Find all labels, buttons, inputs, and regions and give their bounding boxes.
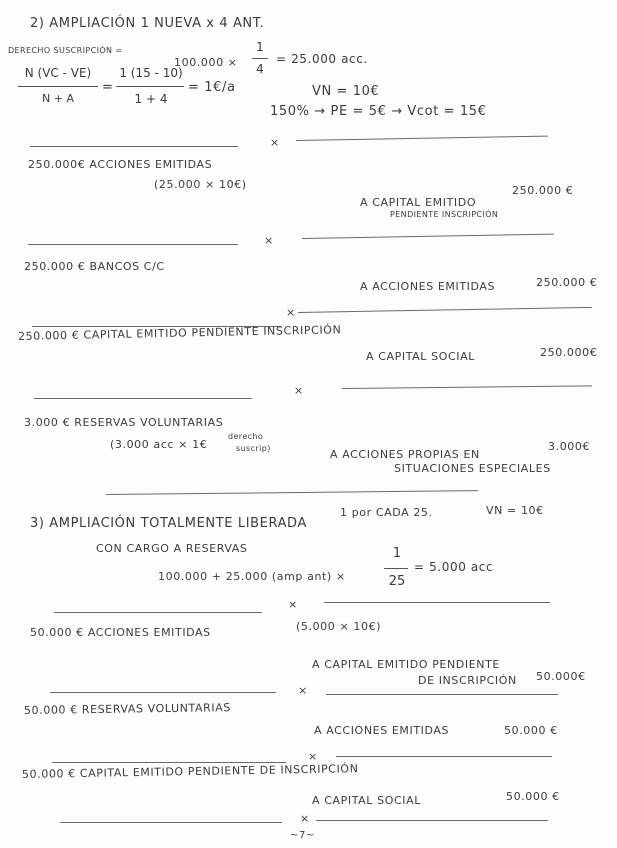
separator-line [324,602,550,603]
credit-amount: 50.000 € [506,790,560,803]
credit-line: A ACCIONES PROPIAS EN [330,448,480,461]
entry-marker: × [300,812,310,825]
entry-detail: (5.000 × 10€) [296,620,382,633]
section3-ratio: 1 por CADA 25. [340,506,433,519]
derecho-label: DERECHO SUSCRIPCIÓN = [8,46,123,55]
shares-frac-den: 4 [256,62,264,76]
detail-note: suscrip) [236,444,271,453]
entry-marker: × [298,684,308,697]
credit-amount: 250.000€ [540,346,598,359]
entry-marker: × [270,136,280,149]
debit-line: 50.000 € RESERVAS VOLUNTARIAS [23,701,231,717]
detail-note: derecho [228,432,264,441]
credit-amount: 50.000 € [504,724,558,737]
credit-line: A ACCIONES EMITIDAS [314,724,450,737]
shares-result: = 25.000 acc. [276,52,368,66]
separator-line [336,756,552,757]
credit-line: A CAPITAL EMITIDO PENDIENTE [312,658,500,671]
entry-detail: (25.000 × 10€) [154,178,247,191]
formula-bar [18,86,98,87]
debit-line: 50.000 € ACCIONES EMITIDAS [30,626,211,639]
entry-marker: × [286,306,296,319]
section3-frac-den: 25 [388,574,406,589]
separator-line [50,692,276,693]
entry-marker: × [288,598,298,611]
entry-marker: × [308,750,318,763]
separator-line [326,694,558,695]
debit-line: 250.000€ ACCIONES EMITIDAS [28,158,213,171]
calc-denominator: 1 + 4 [134,92,168,106]
credit-line: A CAPITAL SOCIAL [312,794,421,807]
credit-continuation: DE INSCRIPCIÓN [418,674,517,687]
shares-lhs: 100.000 × [174,56,238,69]
entry-marker: × [294,384,304,397]
separator-line [302,234,554,239]
entry-marker: × [264,234,274,247]
calc-numerator: 1 (15 - 10) [119,66,183,80]
calc-result: = 1€/a [188,80,236,95]
credit-amount: 250.000 € [536,276,598,289]
separator-line [296,136,548,141]
debit-line: 3.000 € RESERVAS VOLUNTARIAS [24,416,224,429]
separator-line [28,244,238,245]
credit-continuation: SITUACIONES ESPECIALES [394,462,551,475]
credit-line: A ACCIONES EMITIDAS [360,280,496,293]
credit-continuation: PENDIENTE INSCRIPCIÓN [390,210,499,219]
page-number: ~7~ [290,830,315,841]
separator-line [342,385,592,389]
vn-value: VN = 10€ [312,84,380,99]
calc-bar [116,86,184,87]
separator-line [106,490,478,495]
credit-line: A CAPITAL EMITIDO [360,196,477,209]
formula-numerator: N (VC - VE) [24,66,92,80]
credit-amount: 3.000€ [548,440,591,453]
separator-line [34,398,252,399]
credit-amount: 50.000€ [536,670,586,683]
credit-line: A CAPITAL SOCIAL [366,350,475,363]
shares-frac-bar [252,58,268,59]
debit-line: 250.000 € BANCOS C/C [24,260,165,273]
section2-title: 2) AMPLIACIÓN 1 NUEVA x 4 ANT. [30,16,265,31]
separator-line [52,762,286,763]
section3-frac-num: 1 [392,546,402,561]
pe-line: 150% → PE = 5€ → Vcot = 15€ [270,104,487,119]
section3-title: 3) AMPLIACIÓN TOTALMENTE LIBERADA [30,516,307,531]
equals-sign: = [102,80,114,95]
shares-frac-num: 1 [256,40,264,54]
section3-calc-result: = 5.000 acc [414,560,494,574]
separator-line [298,307,592,313]
section3-vn: VN = 10€ [486,504,544,517]
section3-calc-lhs: 100.000 + 25.000 (amp ant) × [158,570,346,583]
separator-line [30,146,238,147]
separator-line [316,820,548,821]
section3-frac-bar [384,568,408,569]
credit-amount: 250.000 € [512,184,574,197]
entry-detail: (3.000 acc × 1€ [110,438,208,451]
separator-line [60,822,282,823]
debit-line: 250.000 € CAPITAL EMITIDO PENDIENTE INSCRIPCIÓN [17,323,342,343]
formula-denominator: N + A [42,92,74,105]
section3-subtitle: CON CARGO A RESERVAS [96,542,248,555]
debit-line: 50.000 € CAPITAL EMITIDO PENDIENTE DE INSCRIPCIÓN [21,762,359,781]
separator-line [54,612,262,613]
